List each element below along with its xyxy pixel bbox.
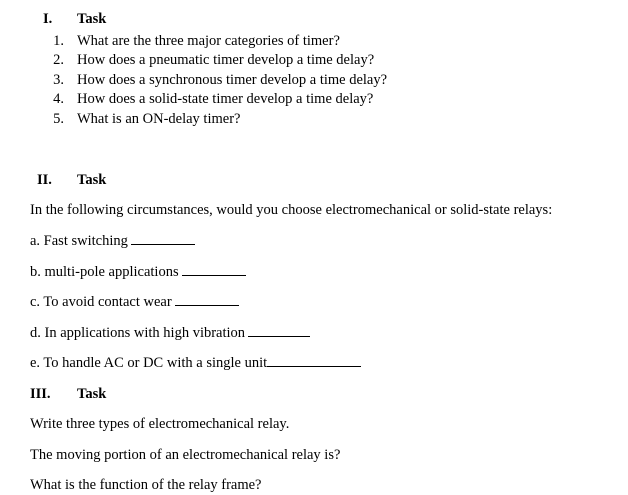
- section2-title: Task: [77, 172, 107, 188]
- question-e-text: e. To handle AC or DC with a single unit: [30, 355, 268, 371]
- section1-item-1-number: 1.: [53, 33, 64, 49]
- answer-blank-a[interactable]: [131, 243, 195, 245]
- question-d: [30, 325, 310, 342]
- section1-item-5-number: 5.: [53, 111, 64, 127]
- question-c-text: c. To avoid contact wear: [30, 294, 172, 310]
- section1-item-3-text: How does a synchronous timer develop a time delay?: [77, 72, 388, 88]
- section1-item-5-text: What is an ON-delay timer?: [77, 111, 241, 127]
- question-d-text: d. In applications with high vibration: [30, 325, 246, 341]
- answer-blank-e[interactable]: [267, 365, 361, 367]
- section1-item-3-number: 3.: [53, 72, 64, 88]
- question-a-text: a. Fast switching: [30, 233, 128, 249]
- section3-title: Task: [77, 386, 107, 402]
- answer-blank-c[interactable]: [175, 304, 239, 306]
- question-a: [30, 233, 195, 250]
- section2-numeral: II.: [37, 172, 52, 188]
- section1-item-4-number: 4.: [53, 91, 64, 107]
- section1-item-2-number: 2.: [53, 52, 64, 68]
- answer-blank-d[interactable]: [248, 335, 310, 337]
- section3-question-2: The moving portion of an electromechanical relay is?: [30, 447, 341, 463]
- section1-title: Task: [77, 11, 107, 27]
- section3-question-3: What is the function of the relay frame?: [30, 477, 262, 493]
- question-b: [30, 264, 246, 281]
- section1-numeral: I.: [43, 11, 53, 27]
- question-b-text: b. multi-pole applications: [30, 264, 179, 280]
- answer-blank-b[interactable]: [182, 274, 246, 276]
- section3-numeral: III.: [30, 386, 51, 402]
- section3-question-1: Write three types of electromechanical relay.: [30, 416, 290, 432]
- question-c: [30, 294, 239, 311]
- question-e: [30, 355, 361, 372]
- section1-item-4-text: How does a solid-state timer develop a time delay?: [77, 91, 374, 107]
- section1-item-1-text: What are the three major categories of timer?: [77, 33, 340, 49]
- section2-intro: In the following circumstances, would you choose electromechanical or solid-state relays:: [30, 202, 553, 218]
- section1-item-2-text: How does a pneumatic timer develop a time delay?: [77, 52, 375, 68]
